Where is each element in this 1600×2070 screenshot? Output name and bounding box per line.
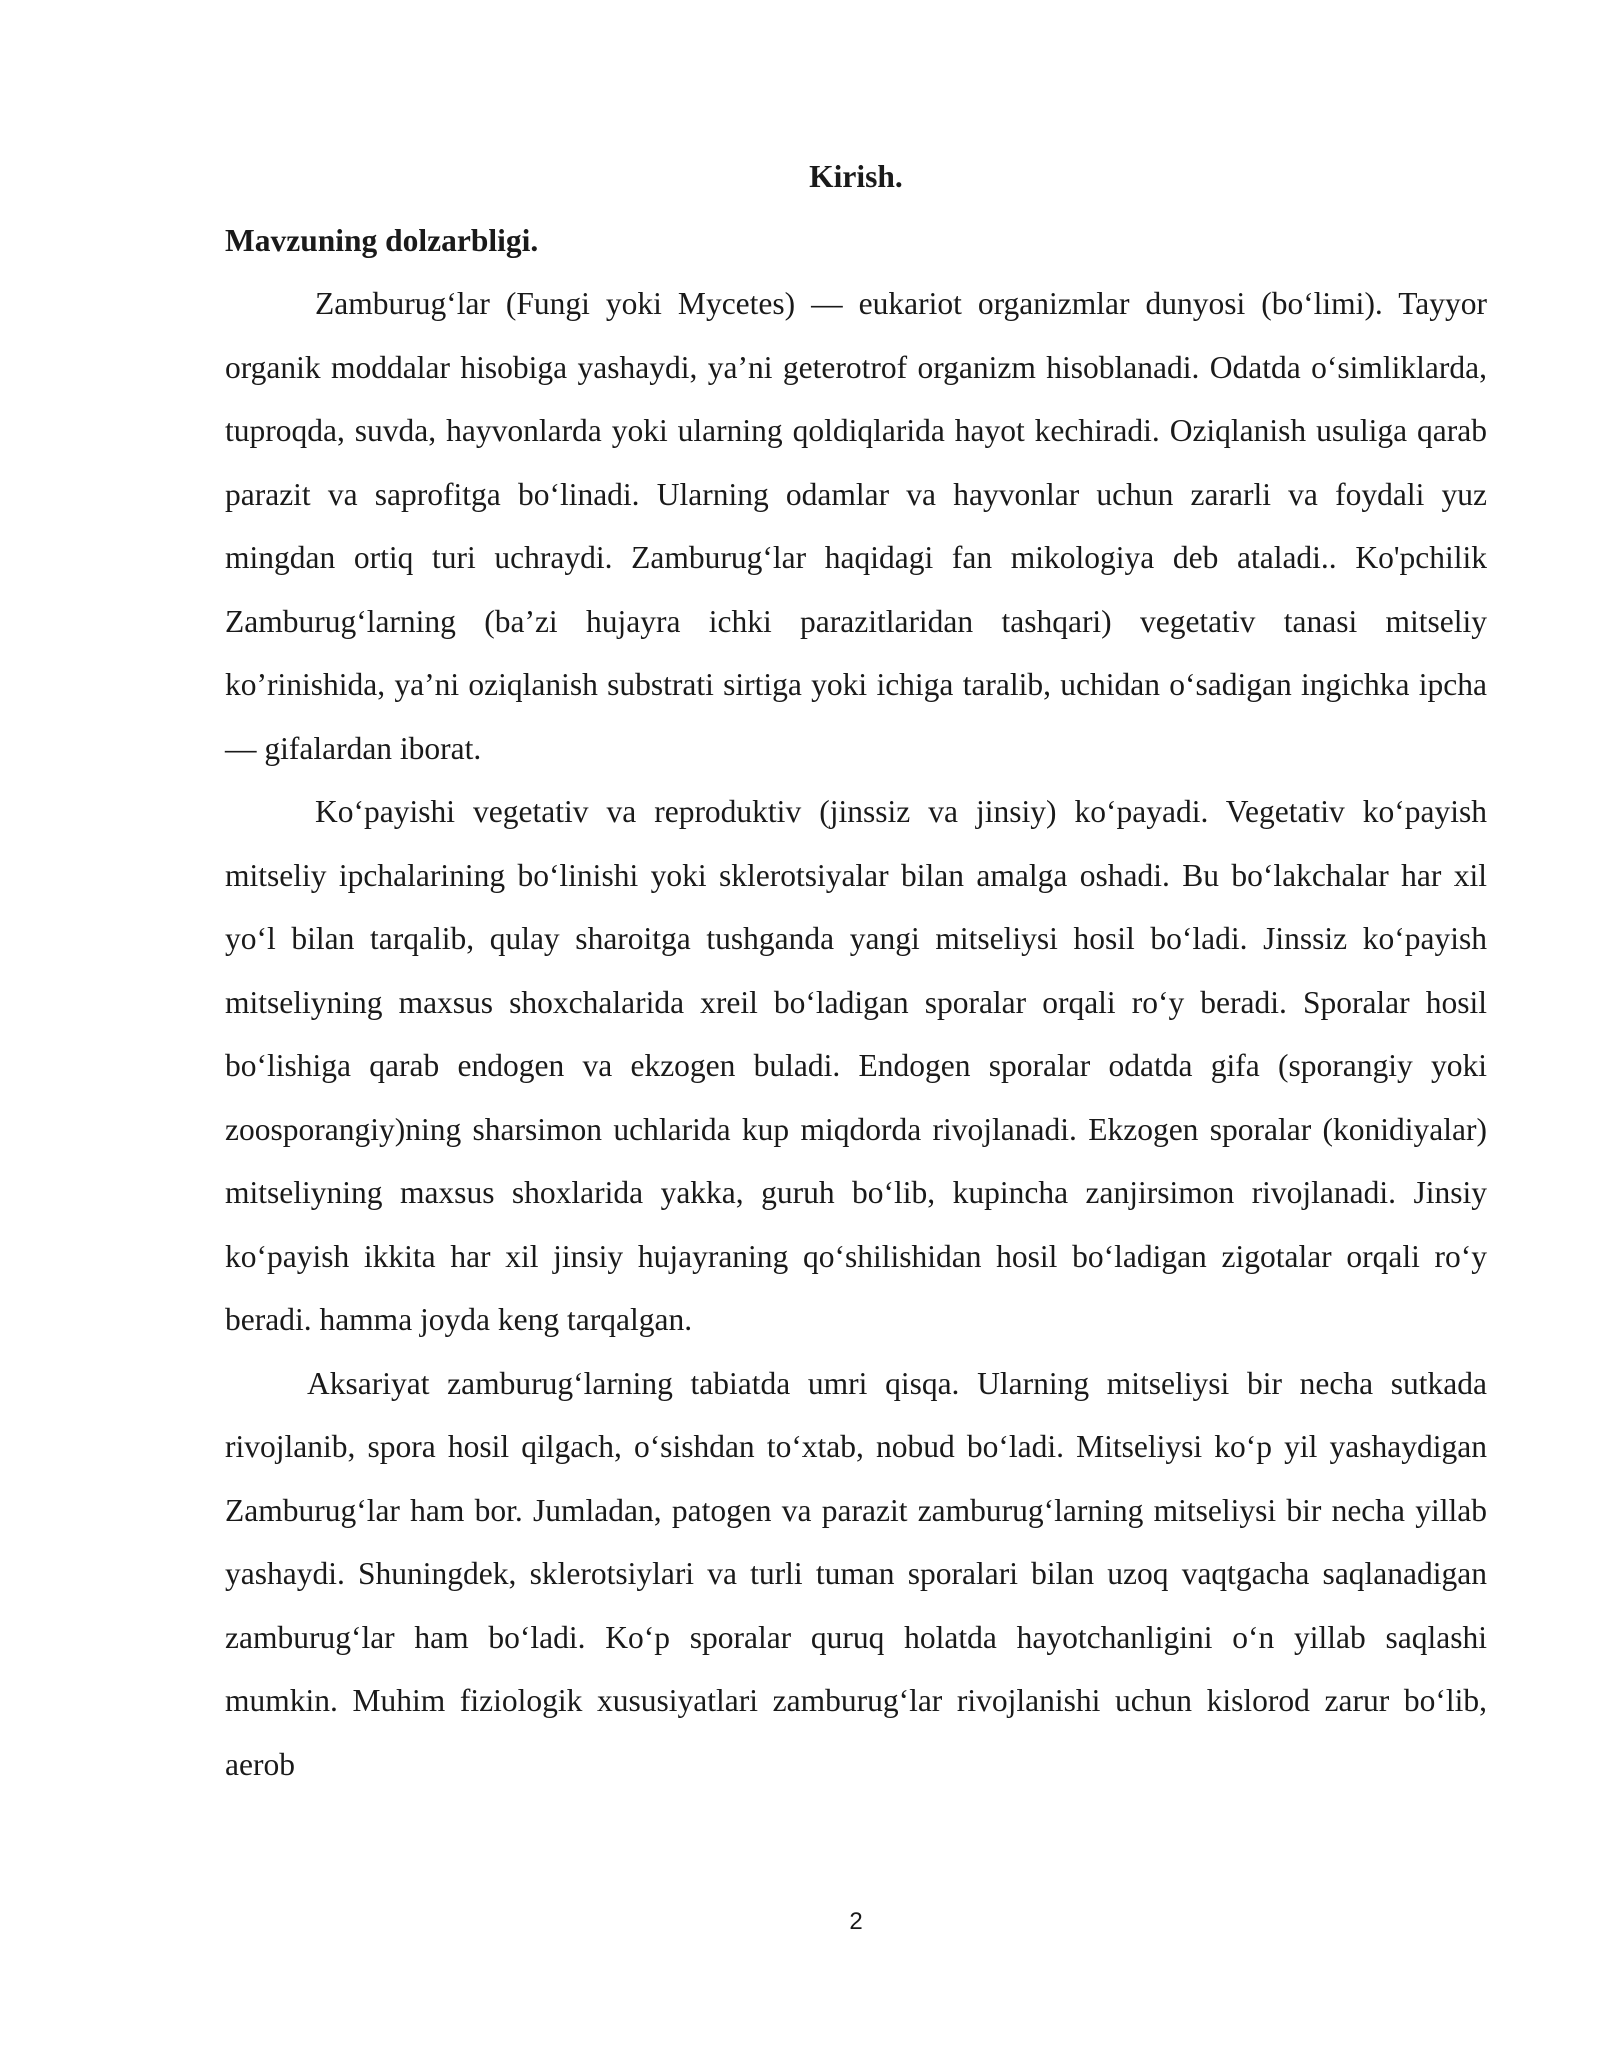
page-content	[225, 145, 1487, 1796]
page-number: 2	[849, 1908, 863, 1935]
paragraph-intro: Zamburug‘lar (Fungi yoki Mycetes) — eukariot organizmlar dunyosi (bo‘limi). Tayyor organik moddalar hisobiga yashaydi, ya’ni geterotrof organizm hisoblanadi. Odatda o‘simliklarda, tuproqda, suvda, hayvonlarda yoki ularning qoldiqlarida hayot kechiradi. Oziqlanish usuliga qarab parazit va saprofitga bo‘linadi. Ularning odamlar va hayvonlar uchun zararli va foydali yuz mingdan ortiq turi uchraydi. Zamburug‘lar haqidagi fan mikologiya deb ataladi.. Ko'pchilik Zamburug‘larning (ba’zi hujayra ichki parazitlaridan tashqari) vegetativ tanasi mitseliy ko’rinishida, ya’ni oziqlanish substrati sirtiga yoki ichiga taralib, uchidan o‘sadigan ingichka ipcha — gifalardan iborat.	[225, 286, 1487, 766]
paragraph-reproduction: Ko‘payishi vegetativ va reproduktiv (jinssiz va jinsiy) ko‘payadi. Vegetativ ko‘payish mitseliy ipchalarining bo‘linishi yoki sklerotsiyalar bilan amalga oshadi. Bu bo‘lakchalar har xil yo‘l bilan tarqalib, qulay sharoitga tushganda yangi mitseliysi hosil bo‘ladi. Jinssiz ko‘payish mitseliyning maxsus shoxchalarida xreil bo‘ladigan sporalar orqali ro‘y beradi. Sporalar hosil bo‘lishiga qarab endogen va ekzogen buladi. Endogen sporalar odatda gifa (sporangiy yoki zoosporangiy)ning sharsimon uchlarida kup miqdorda rivojlanadi. Ekzogen sporalar (konidiyalar) mitseliyning maxsus shoxlarida yakka, guruh bo‘lib, kupincha zanjirsimon rivojlanadi. Jinsiy ko‘payish ikkita har xil jinsiy hujayraning qo‘shilishidan hosil bo‘ladigan zigotalar orqali ro‘y beradi. hamma joyda keng tarqalgan.	[225, 794, 1487, 1337]
document-title: Kirish.	[809, 159, 903, 194]
paragraph-lifespan: Aksariyat zamburug‘larning tabiatda umri qisqa. Ularning mitseliysi bir necha sutkada rivojlanib, spora hosil qilgach, o‘sishdan to‘xtab, nobud bo‘ladi. Mitseliysi ko‘p yil yashaydigan Zamburug‘lar ham bor. Jumladan, patogen va parazit zamburug‘larning mitseliysi bir necha yillab yashaydi. Shuningdek, sklerotsiylari va turli tuman sporalari bilan uzoq vaqtgacha saqlanadigan zamburug‘lar ham bo‘ladi. Ko‘p sporalar quruq holatda hayotchanligini o‘n yillab saqlashi mumkin. Muhim fiziologik xususiyatlari zamburug‘lar rivojlanishi uchun kislorod zarur bo‘lib, aerob	[225, 1365, 1487, 1782]
section-heading: Mavzuning dolzarbligi.	[225, 222, 539, 258]
